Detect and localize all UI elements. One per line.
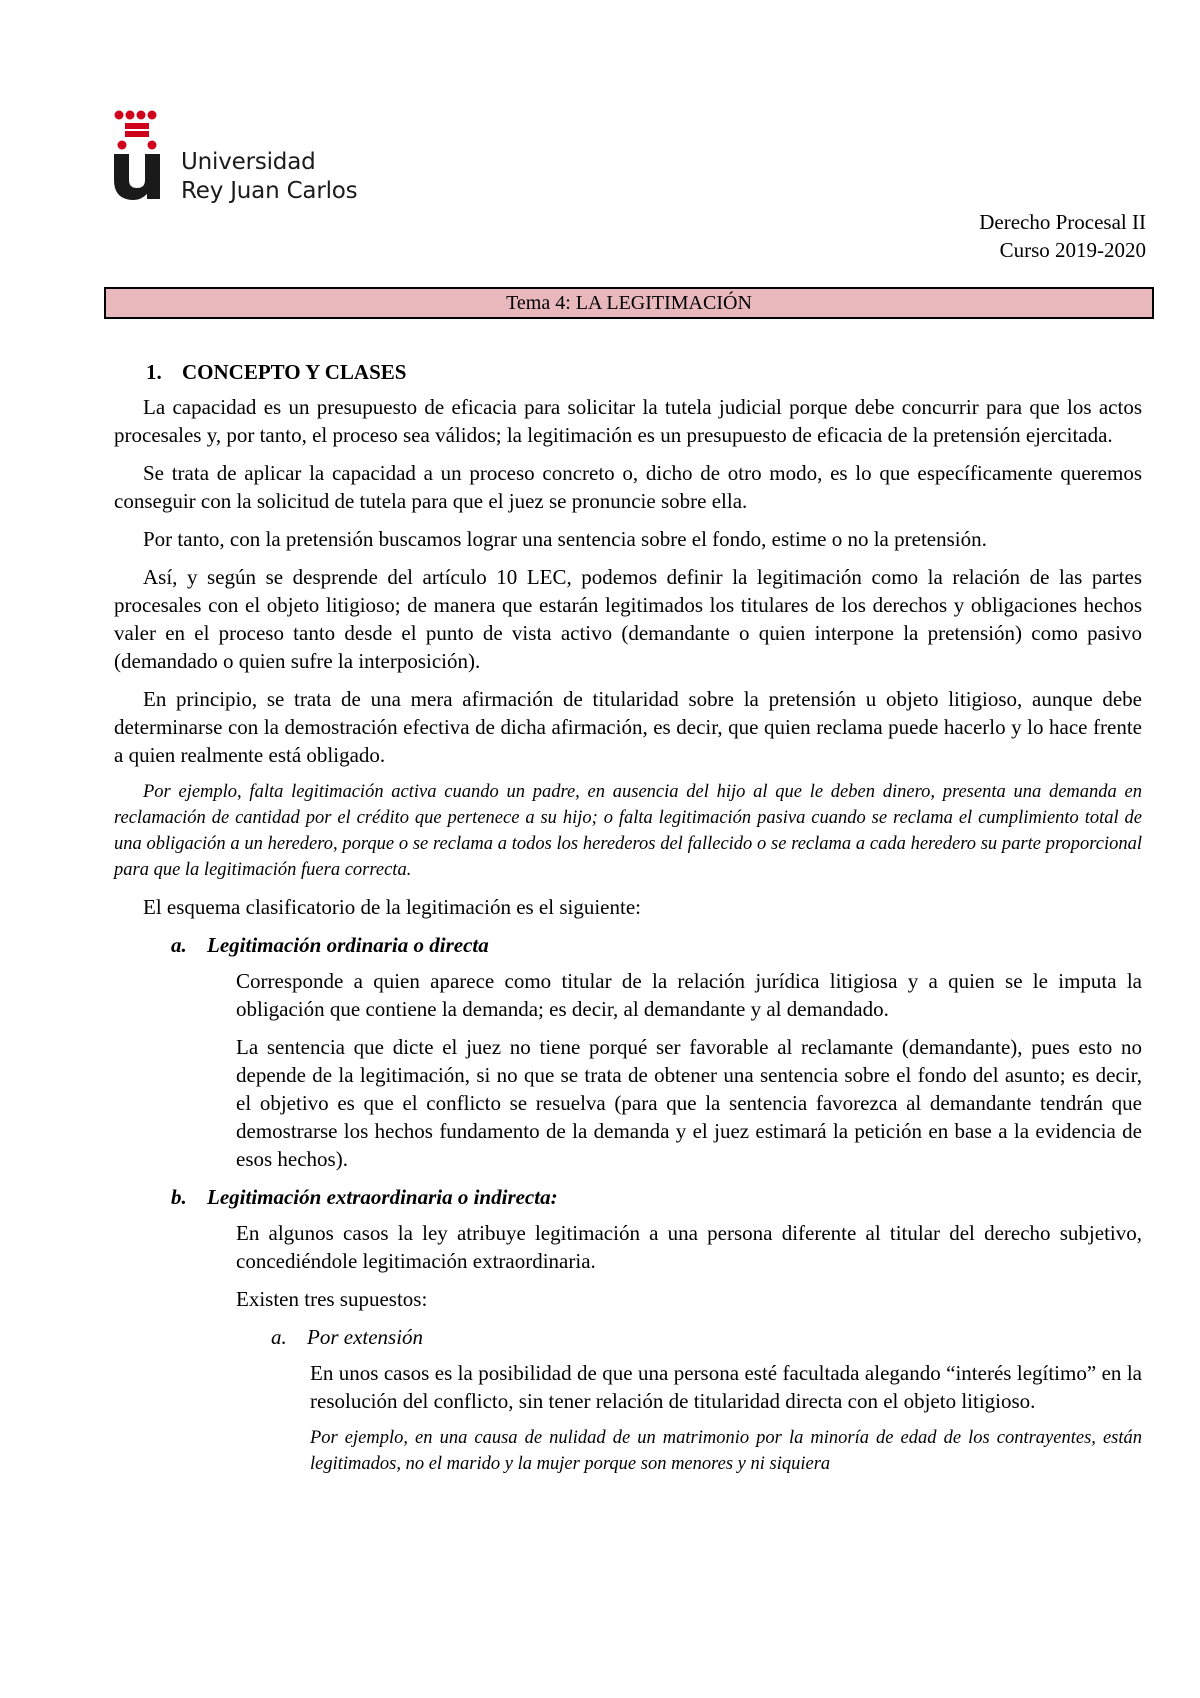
paragraph: En algunos casos la ley atribuye legitimación a una persona diferente al titular del derecho subjetivo, concediéndole legitimación extraordinaria. — [236, 1221, 1142, 1273]
subsection-letter: b. — [171, 1185, 187, 1209]
section-heading — [146, 358, 1142, 386]
item-heading-a — [271, 1323, 1142, 1351]
paragraph: Se trata de aplicar la capacidad a un proceso concreto o, dicho de otro modo, es lo que específicamente queremos conseguir con la solicitud de tutela para que el juez se pronuncie sobre ella. — [114, 461, 1142, 513]
topic-text: LA LEGITIMACIÓN — [575, 292, 752, 314]
university-logo — [113, 110, 373, 205]
example-paragraph: Por ejemplo, en una causa de nulidad de un matrimonio por la minoría de edad de los contrayentes, están legitimados, no el marido y la mujer porque son menores y ni siquiera — [310, 1428, 1142, 1474]
topic-label: Tema 4: — [506, 292, 571, 314]
paragraph: Por tanto, con la pretensión buscamos lograr una sentencia sobre el fondo, estime o no la pretensión. — [143, 527, 987, 551]
section-title: CONCEPTO Y CLASES — [182, 360, 407, 384]
scheme-intro: El esquema clasificatorio de la legitimación es el siguiente: — [143, 895, 641, 919]
course-year: Curso 2019-2020 — [999, 238, 1146, 262]
course-name: Derecho Procesal II — [979, 210, 1146, 234]
subsection-heading-a — [171, 931, 1142, 959]
paragraph: La capacidad es un presupuesto de eficacia para solicitar la tutela judicial porque debe concurrir para que los actos procesales y, por tanto, el proceso sea válidos; la legitimación es un presupuesto de eficacia de la pretensión ejercitada. — [114, 395, 1142, 447]
example-paragraph: Por ejemplo, falta legitimación activa cuando un padre, en ausencia del hijo al que le deben dinero, presenta una demanda en reclamación de cantidad por el crédito que pertenece a su hijo; o falta legitimación pasiva cuando se reclama el cumplimiento total de una obligación a un heredero, porque o se reclama a todos los herederos del fallecido o se reclama a cada heredero su parte proporcional para que la legitimación fuera correcta. — [114, 782, 1142, 880]
subsection-title: Legitimación ordinaria o directa — [207, 933, 489, 957]
crown-logo-icon — [113, 110, 163, 200]
paragraph: La sentencia que dicte el juez no tiene porqué ser favorable al reclamante (demandante), pues esto no depende de la legitimación, si no que se trata de obtener una sentencia sobre el fondo del asunto; es decir, el objetivo es que el conflicto se resuelva (para que la sentencia favorezca al demandante tendrán que demostrarse los hechos fundamento de la demanda y el juez estimará la petición en base a la evidencia de esos hechos). — [236, 1035, 1142, 1171]
paragraph: En principio, se trata de una mera afirmación de titularidad sobre la pretensión u objeto litigioso, aunque debe determinarse con la demostración efectiva de dicha afirmación, es decir, que quien reclama puede hacerlo y lo hace frente a quien realmente está obligado. — [114, 687, 1142, 767]
paragraph: Existen tres supuestos: — [236, 1287, 428, 1311]
paragraph: En unos casos es la posibilidad de que una persona esté facultada alegando “interés legítimo” en la resolución del conflicto, sin tener relación de titularidad directa con el objeto litigioso. — [310, 1361, 1142, 1413]
paragraph: Así, y según se desprende del artículo 10 LEC, podemos definir la legitimación como la relación de las partes procesales con el objeto litigioso; de manera que estarán legitimados los titulares de los derechos y obligaciones hechos valer en el proceso tanto desde el punto de vista activo (demandante o quien interpone la pretensión) como pasivo (demandado o quien sufre la interposición). — [114, 565, 1142, 673]
topic-title — [104, 287, 1154, 319]
document-body — [114, 358, 1142, 1487]
section-number: 1. — [146, 360, 162, 384]
university-name-line1: Universidad — [181, 149, 316, 175]
subsection-letter: a. — [171, 933, 187, 957]
subsection-heading-b — [171, 1183, 1142, 1211]
item-title: Por extensión — [307, 1325, 424, 1349]
subsection-title: Legitimación extraordinaria o indirecta: — [207, 1185, 558, 1209]
university-name-line2: Rey Juan Carlos — [181, 178, 358, 204]
course-info — [979, 208, 1146, 264]
university-name — [181, 148, 357, 206]
item-letter: a. — [271, 1325, 287, 1349]
paragraph: Corresponde a quien aparece como titular de la relación jurídica litigiosa y a quien se le imputa la obligación que contiene la demanda; es decir, al demandante y al demandado. — [236, 969, 1142, 1021]
